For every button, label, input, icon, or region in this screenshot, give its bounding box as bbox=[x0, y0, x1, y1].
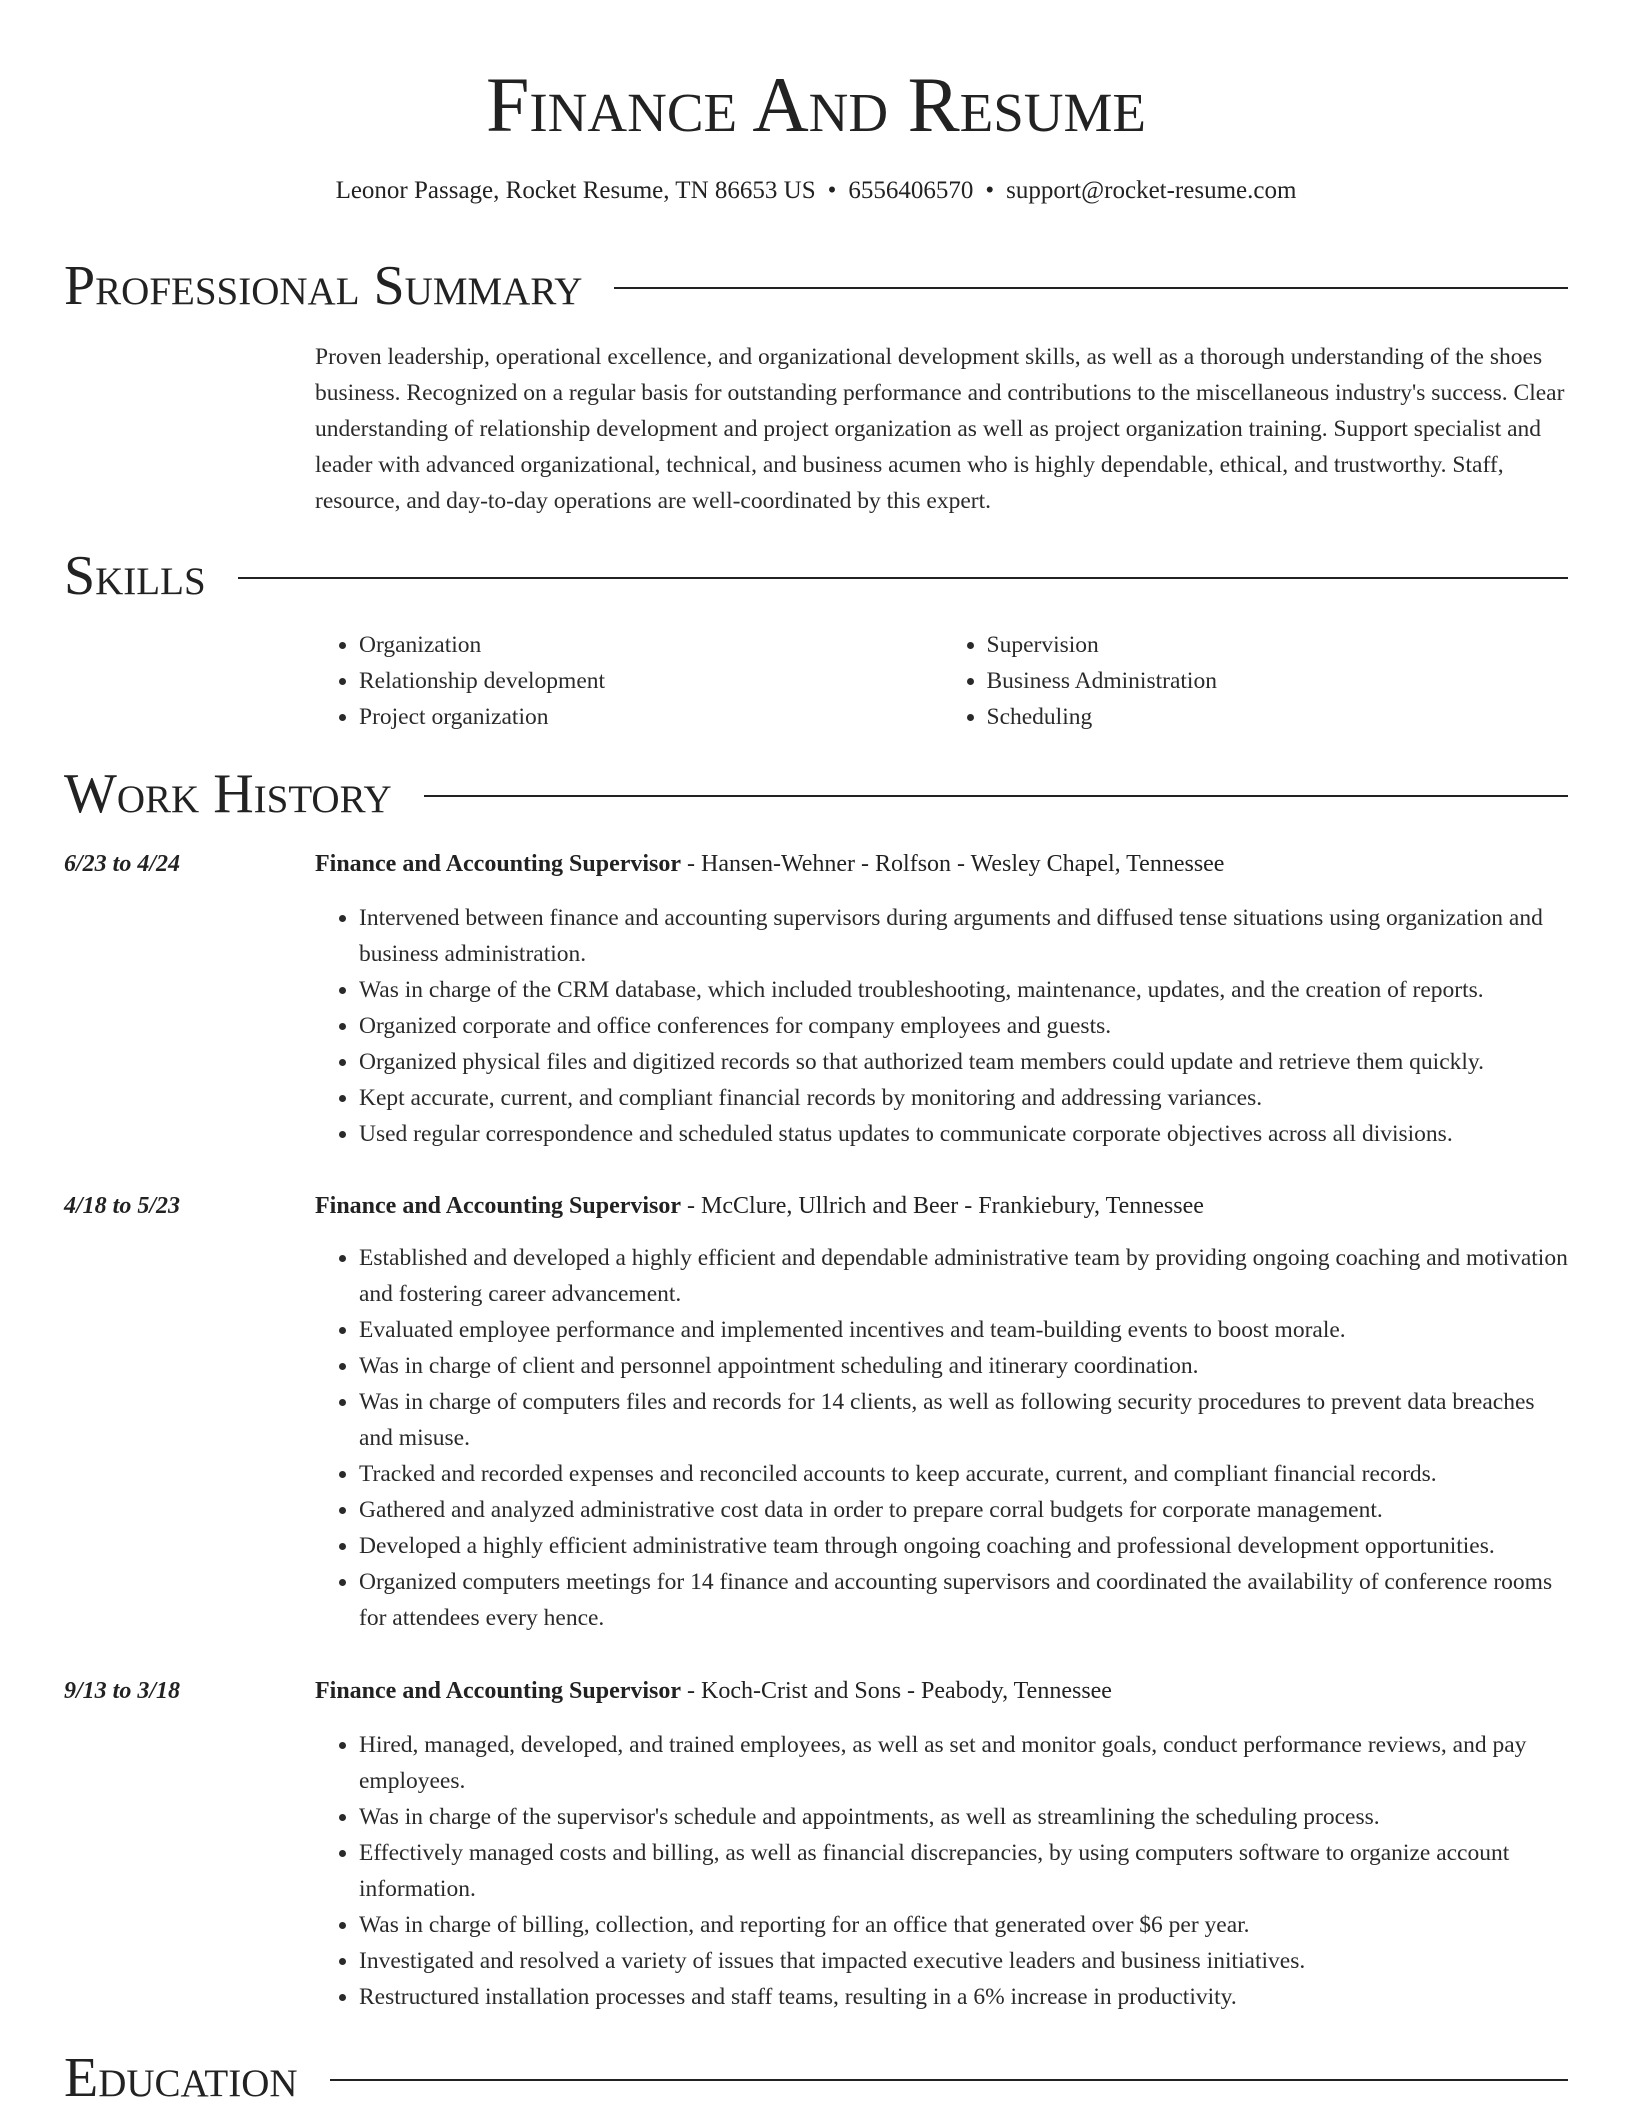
skill-item: • Project organization bbox=[359, 699, 943, 735]
job-bullet: • Organized corporate and office conferences for company employees and guests. bbox=[359, 1008, 1570, 1044]
skills-title: Skills bbox=[64, 545, 206, 607]
skill-item: • Business Administration bbox=[987, 663, 1571, 699]
job-bullet: • Was in charge of the supervisor's schedule and appointments, as well as streamlining the scheduling process. bbox=[359, 1799, 1570, 1835]
work-title: Work History bbox=[64, 763, 392, 825]
skill-item: • Relationship development bbox=[359, 663, 943, 699]
job-employer: - Koch-Crist and Sons - Peabody, Tennessee bbox=[681, 1678, 1112, 1704]
job-bullet: • Was in charge of billing, collection, and reporting for an office that generated over $6 per year. bbox=[359, 1907, 1570, 1943]
job-heading bbox=[315, 846, 1224, 882]
job-bullet: • Developed a highly efficient administrative team through ongoing coaching and professional development opportunities. bbox=[359, 1528, 1570, 1564]
job-heading bbox=[315, 1673, 1112, 1709]
contact-separator: • bbox=[985, 177, 995, 204]
job-role: Finance and Accounting Supervisor bbox=[315, 1193, 682, 1219]
job-bullets bbox=[315, 900, 1570, 1152]
job-bullet: • Intervened between finance and accounting supervisors during arguments and diffused tense situations using organization and business administration. bbox=[359, 900, 1570, 972]
job-bullets bbox=[315, 1240, 1570, 1636]
job-bullet: • Hired, managed, developed, and trained employees, as well as set and monitor goals, conduct performance reviews, and pay employees. bbox=[359, 1727, 1570, 1799]
job-bullet: • Organized physical files and digitized records so that authorized team members could update and retrieve them quickly. bbox=[359, 1044, 1570, 1080]
contact-address: Leonor Passage, Rocket Resume, TN 86653 US bbox=[335, 177, 816, 204]
contact-separator: • bbox=[827, 177, 837, 204]
section-divider bbox=[330, 2079, 1568, 2081]
education-section-heading bbox=[64, 2046, 1568, 2110]
job-bullet: • Organized computers meetings for 14 finance and accounting supervisors and coordinated the availability of conference rooms for attendees every hence. bbox=[359, 1564, 1570, 1636]
job-dates: 9/13 to 3/18 bbox=[64, 1678, 181, 1704]
skill-item: • Supervision bbox=[987, 627, 1571, 663]
contact-email: support@rocket-resume.com bbox=[1006, 177, 1297, 204]
contact-line bbox=[0, 174, 1632, 208]
education-title: Education bbox=[64, 2047, 298, 2109]
job-employer: - McClure, Ullrich and Beer - Frankiebury, Tennessee bbox=[681, 1193, 1204, 1219]
job-role: Finance and Accounting Supervisor bbox=[315, 1678, 682, 1704]
job-bullet: • Investigated and resolved a variety of issues that impacted executive leaders and business initiatives. bbox=[359, 1943, 1570, 1979]
skill-item: • Organization bbox=[359, 627, 943, 663]
job-bullet: • Effectively managed costs and billing, as well as financial discrepancies, by using computers software to organize account information. bbox=[359, 1835, 1570, 1907]
job-bullet: • Was in charge of the CRM database, which included troubleshooting, maintenance, updates, and the creation of reports. bbox=[359, 972, 1570, 1008]
skills-column-right bbox=[943, 627, 1571, 735]
section-divider bbox=[424, 795, 1568, 797]
job-heading bbox=[315, 1188, 1204, 1224]
summary-section-heading bbox=[64, 254, 1568, 318]
section-divider bbox=[614, 287, 1568, 289]
contact-phone: 6556406570 bbox=[848, 177, 974, 204]
summary-text: Proven leadership, operational excellence, and organizational development skills, as well as a thorough understanding of the shoes business. Recognized on a regular basis for outstanding performance and contributions to the miscellaneous industry's success. Clear understanding of relationship development and project organization as well as project organization training. Support specialist and leader with advanced organizational, technical, and business acumen who is highly dependable, ethical, and trustworthy. Staff, resource, and day-to-day operations are well-coordinated by this expert. bbox=[315, 344, 1565, 514]
job-bullet: • Was in charge of computers files and records for 14 clients, as well as following security procedures to prevent data breaches and misuse. bbox=[359, 1384, 1570, 1456]
section-divider bbox=[238, 577, 1568, 579]
skills-column-left bbox=[315, 627, 943, 735]
skills-list bbox=[315, 627, 1570, 735]
job-bullet: • Used regular correspondence and scheduled status updates to communicate corporate objectives across all divisions. bbox=[359, 1116, 1570, 1152]
job-bullet: • Tracked and recorded expenses and reconciled accounts to keep accurate, current, and compliant financial records. bbox=[359, 1456, 1570, 1492]
job-dates: 6/23 to 4/24 bbox=[64, 851, 181, 877]
work-section-heading bbox=[64, 762, 1568, 826]
job-bullet: • Was in charge of client and personnel appointment scheduling and itinerary coordination. bbox=[359, 1348, 1570, 1384]
job-bullet: • Evaluated employee performance and implemented incentives and team-building events to boost morale. bbox=[359, 1312, 1570, 1348]
job-bullets bbox=[315, 1727, 1570, 2015]
job-bullet: • Restructured installation processes and staff teams, resulting in a 6% increase in productivity. bbox=[359, 1979, 1570, 2015]
job-bullet: • Gathered and analyzed administrative cost data in order to prepare corral budgets for corporate management. bbox=[359, 1492, 1570, 1528]
job-employer: - Hansen-Wehner - Rolfson - Wesley Chapel, Tennessee bbox=[681, 851, 1225, 877]
skills-section-heading bbox=[64, 544, 1568, 608]
resume-name: Finance And Resume bbox=[485, 61, 1147, 148]
skill-item: • Scheduling bbox=[987, 699, 1571, 735]
summary-title: Professional Summary bbox=[64, 255, 583, 317]
job-role: Finance and Accounting Supervisor bbox=[315, 851, 682, 877]
job-bullet: • Established and developed a highly efficient and dependable administrative team by providing ongoing coaching and motivation and fostering career advancement. bbox=[359, 1240, 1570, 1312]
job-dates: 4/18 to 5/23 bbox=[64, 1193, 181, 1219]
job-bullet: • Kept accurate, current, and compliant financial records by monitoring and addressing variances. bbox=[359, 1080, 1570, 1116]
